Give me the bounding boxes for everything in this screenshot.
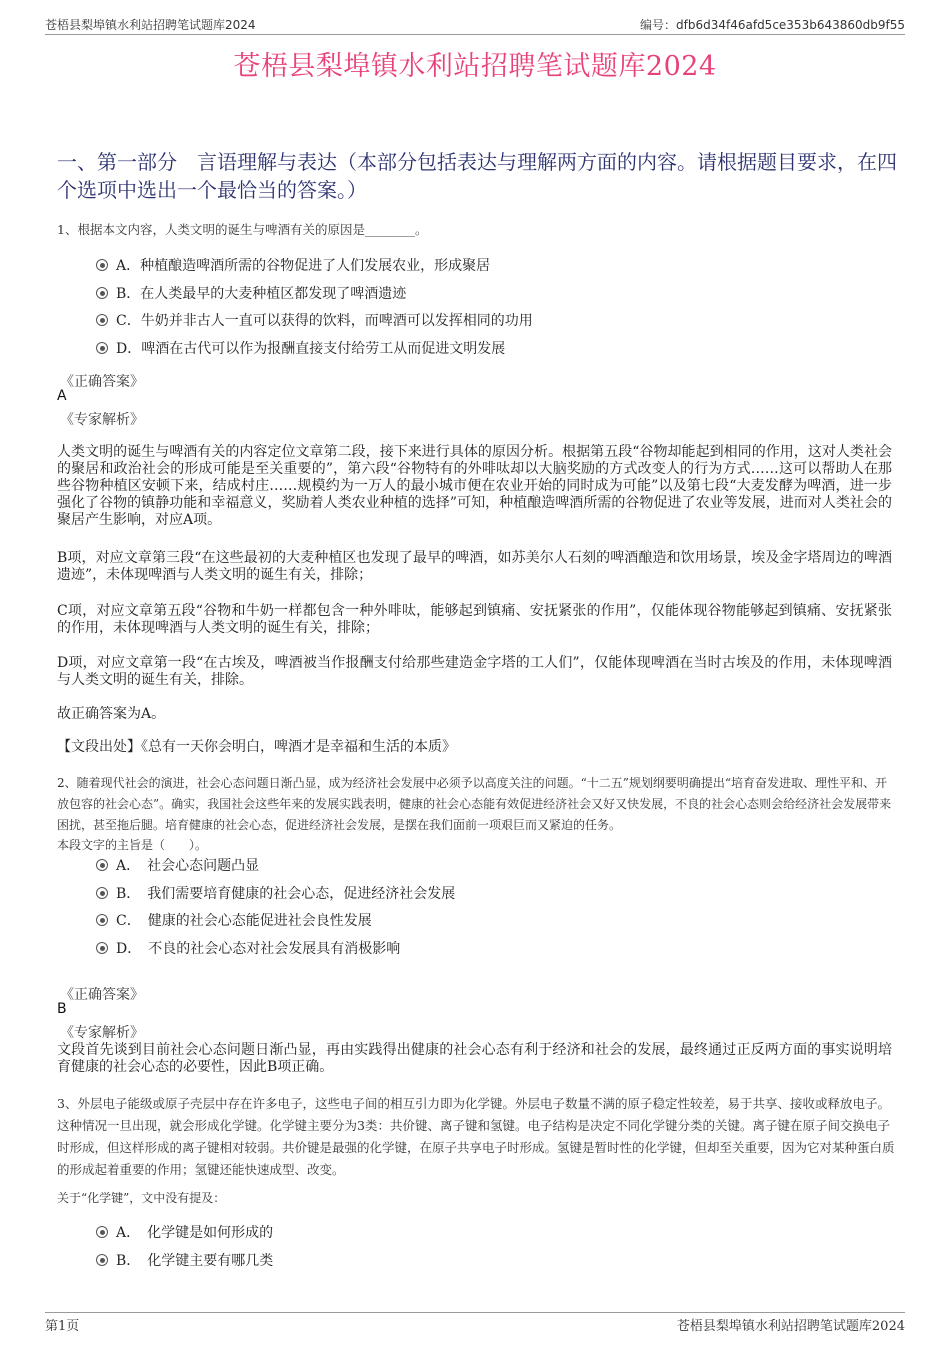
q1-option-d[interactable]: D．啤酒在古代可以作为报酬直接支付给劳工从而促进文明发展 [96, 338, 505, 360]
radio-icon[interactable] [96, 1226, 108, 1238]
radio-icon[interactable] [96, 259, 108, 271]
q3-stem: 3、外层电子能级或原子壳层中存在许多电子，这些电子间的相互引力即为化学键。外层电子数量不满的原子稳定性较差，易于共享、接收或释放电子。这种情况一旦出现，就会形成化学键。化学键主要分为3类：共价键、离子键和氢键。电子结构是决定不同化学键分类的关键。离子键在原子间交换电子时形成，但这样形成的离子键相对较弱。共价键是最强的化学键，在原子共享电子时形成。氢键是暂时性的化学键，但却至关重要，因为它对某种蛋白质的形成起着重要的作用；氢键还能快速成型、改变。 [57, 1096, 895, 1177]
q3-option-b[interactable]: B． 化学键主要有哪几类 [96, 1250, 273, 1272]
q1-expert-label: 《专家解析》 [60, 412, 144, 428]
q2-option-d[interactable]: D． 不良的社会心态对社会发展具有消极影响 [96, 938, 400, 960]
radio-icon[interactable] [96, 1254, 108, 1266]
q2-option-b[interactable]: B． 我们需要培育健康的社会心态，促进经济社会发展 [96, 883, 455, 905]
radio-icon[interactable] [96, 314, 108, 326]
q2-expert-label: 《专家解析》 [60, 1025, 144, 1041]
radio-icon[interactable] [96, 287, 108, 299]
q2-answer: B [57, 1001, 67, 1017]
radio-icon[interactable] [96, 887, 108, 899]
q1-analysis-1: 人类文明的诞生与啤酒有关的内容定位文章第二段，接下来进行具体的原因分析。根据第五段“谷物却能起到相同的作用，这对人类社会的聚居和政治社会的形成可能是至关重要的”，第六段“谷物特有的外啡呔却以大脑奖励的方式改变人的行为方式……这可以帮助人在那些谷物种植区安顿下来，结成村庄……规模约为一万人的最小城市便在农业开始的同时成为可能”以及第七段“大麦发酵为啤酒，进一步强化了谷物的镇静功能和幸福意义，奖励着人类农业种植的选择”可知，种植酿造啤酒所需的谷物促进了农业等发展，进而对人类社会的聚居产生影响，对应A项。 [57, 444, 892, 528]
q2-option-a[interactable]: A． 社会心态问题凸显 [96, 855, 259, 877]
q1-analysis-2: B项，对应文章第三段“在这些最初的大麦种植区也发现了最早的啤酒，如苏美尔人石刻的啤酒酿造和饮用场景，埃及金字塔周边的啤酒遗迹”，未体现啤酒与人类文明的诞生有关，排除； [57, 550, 892, 583]
q3-prompt: 关于“化学键”，文中没有提及： [57, 1191, 226, 1205]
footer-title: 苍梧县梨埠镇水利站招聘笔试题库2024 [676, 1319, 905, 1334]
radio-icon[interactable] [96, 942, 108, 954]
page-header [45, 14, 905, 35]
q2-option-c[interactable]: C． 健康的社会心态能促进社会良性发展 [96, 910, 372, 932]
q1-stem: 1、根据本文内容，人类文明的诞生与啤酒有关的原因是________。 [57, 222, 428, 237]
q1-answer: A [57, 388, 67, 404]
section-heading: 一、第一部分 言语理解与表达（本部分包括表达与理解两方面的内容。请根据题目要求，在四个选项中选出一个最恰当的答案。） [57, 150, 897, 202]
q1-option-a[interactable]: A．种植酿造啤酒所需的谷物促进了人们发展农业，形成聚居 [96, 255, 490, 277]
q1-correct-label: 《正确答案》 [60, 374, 144, 390]
radio-icon[interactable] [96, 914, 108, 926]
radio-icon[interactable] [96, 859, 108, 871]
q3-option-a[interactable]: A． 化学键是如何形成的 [96, 1222, 273, 1244]
q2-stem: 2、随着现代社会的演进，社会心态问题日渐凸显，成为经济社会发展中必须予以高度关注的问题。“十二五”规划纲要明确提出“培育奋发进取、理性平和、开放包容的社会心态”。确实，我国社会这些年来的发展实践表明，健康的社会心态能有效促进经济社会又好又快发展，不良的社会心态则会给经济社会发展带来困扰，甚至拖后腿。培育健康的社会心态，促进经济社会发展，是摆在我们面前一项艰巨而又紧迫的任务。 [57, 776, 892, 832]
q1-analysis-4: D项，对应文章第一段“在古埃及，啤酒被当作报酬支付给那些建造金字塔的工人们”，仅能体现啤酒在当时古埃及的作用，未体现啤酒与人类文明的诞生有关，排除。 [57, 655, 892, 688]
q2-analysis: 文段首先谈到目前社会心态问题日渐凸显，再由实践得出健康的社会心态有利于经济和社会的发展，最终通过正反两方面的事实说明培育健康的社会心态的必要性，因此B项正确。 [57, 1042, 892, 1075]
header-doc-id: 编号：dfb6d34f46afd5ce353b643860db9f55 [640, 18, 905, 32]
radio-icon[interactable] [96, 342, 108, 354]
q1-analysis-3: C项，对应文章第五段“谷物和牛奶一样都包含一种外啡呔，能够起到镇痛、安抚紧张的作用”，仅能体现谷物能够起到镇痛、安抚紧张的作用，未体现啤酒与人类文明的诞生有关，排除； [57, 603, 892, 636]
page-title: 苍梧县梨埠镇水利站招聘笔试题库2024 [233, 51, 717, 82]
q2-correct-label: 《正确答案》 [60, 987, 144, 1003]
page-number: 第1页 [45, 1319, 80, 1334]
q1-option-b[interactable]: B．在人类最早的大麦种植区都发现了啤酒遗迹 [96, 283, 406, 305]
q1-source: 【文段出处】《总有一天你会明白，啤酒才是幸福和生活的本质》 [57, 739, 456, 755]
q1-option-c[interactable]: C．牛奶并非古人一直可以获得的饮料，而啤酒可以发挥相同的功用 [96, 310, 533, 332]
page-footer [45, 1312, 905, 1333]
q1-conclusion: 故正确答案为A。 [57, 706, 166, 722]
q2-prompt: 本段文字的主旨是（ ）。 [57, 838, 208, 852]
header-title: 苍梧县梨埠镇水利站招聘笔试题库2024 [45, 18, 256, 32]
